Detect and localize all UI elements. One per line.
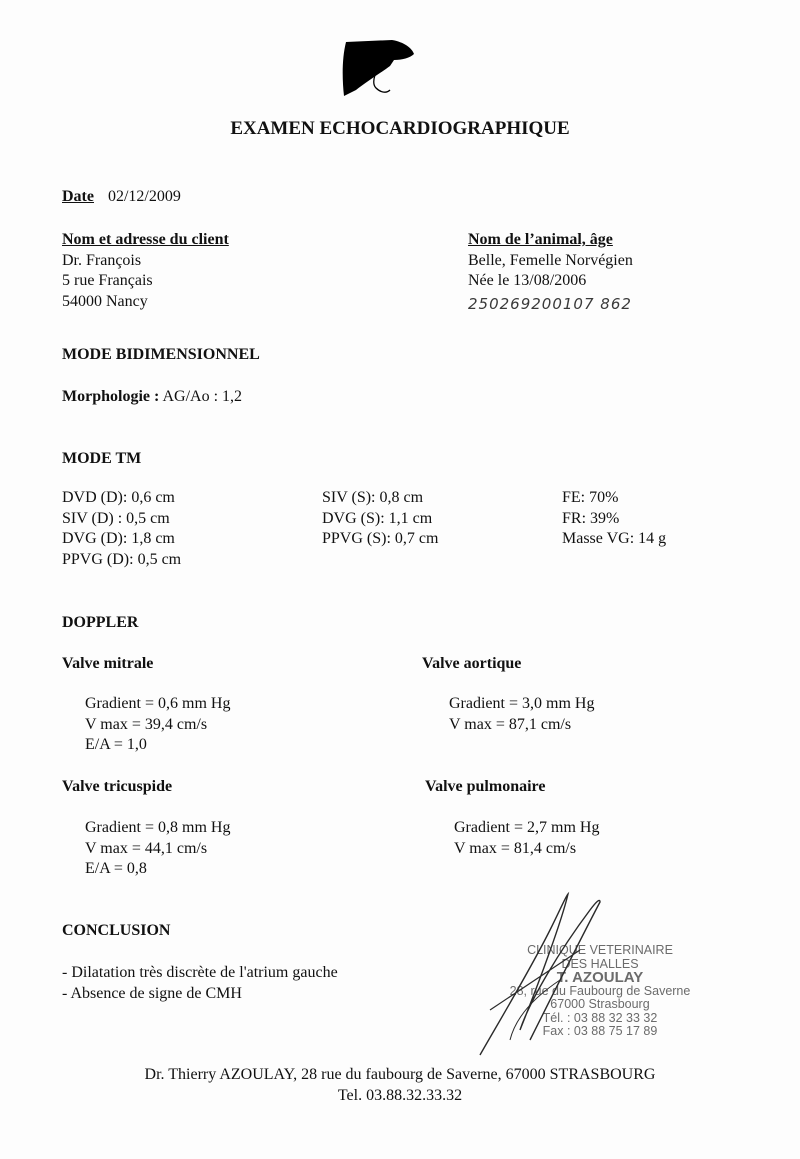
tm-fr: FR: 39% bbox=[562, 509, 620, 527]
client-name: Dr. François bbox=[62, 251, 142, 269]
aortique-vmax: V max = 87,1 cm/s bbox=[449, 715, 572, 733]
section-doppler: DOPPLER bbox=[62, 614, 139, 631]
morphologie-row bbox=[62, 388, 242, 406]
tm-siv-d: SIV (D) : 0,5 cm bbox=[62, 509, 170, 527]
client-block bbox=[62, 230, 229, 312]
tm-masse-vg: Masse VG: 14 g bbox=[562, 530, 667, 547]
dog-logo-icon bbox=[338, 38, 418, 100]
valve-tricuspide-values bbox=[85, 818, 230, 880]
client-city: 54000 Nancy bbox=[62, 292, 148, 310]
section-mode-bidimensionnel: MODE BIDIMENSIONNEL bbox=[62, 346, 260, 363]
stamp-line: T. AZOULAY bbox=[556, 969, 644, 986]
stamp-line: Fax : 03 88 75 17 89 bbox=[542, 1024, 658, 1038]
tm-fe: FE: 70% bbox=[562, 489, 619, 506]
valve-mitrale-heading: Valve mitrale bbox=[62, 655, 154, 672]
tricuspide-gradient: Gradient = 0,8 mm Hg bbox=[85, 819, 231, 836]
tm-ppvg-s: PPVG (S): 0,7 cm bbox=[322, 530, 439, 547]
mitrale-ea: E/A = 1,0 bbox=[85, 736, 147, 753]
valve-tricuspide-heading: Valve tricuspide bbox=[62, 778, 173, 795]
tricuspide-vmax: V max = 44,1 cm/s bbox=[85, 839, 208, 857]
mitrale-gradient: Gradient = 0,6 mm Hg bbox=[85, 695, 231, 712]
valve-pulmonaire-values bbox=[454, 818, 599, 859]
section-mode-tm: MODE TM bbox=[62, 450, 142, 467]
conclusion-item: - Absence de signe de CMH bbox=[62, 984, 242, 1002]
date-value: 02/12/2009 bbox=[107, 188, 181, 205]
date-row bbox=[62, 188, 181, 206]
client-street: 5 rue Français bbox=[62, 272, 153, 289]
valve-aortique-heading: Valve aortique bbox=[422, 655, 522, 672]
tm-col-1 bbox=[62, 488, 181, 570]
tm-dvd-d: DVD (D): 0,6 cm bbox=[62, 489, 175, 506]
stamp-line: 28, rue du Faubourg de Saverne bbox=[509, 983, 691, 998]
footer-address: Dr. Thierry AZOULAY, 28 rue du faubourg de Saverne, 67000 STRASBOURG bbox=[144, 1066, 656, 1083]
client-heading: Nom et adresse du client bbox=[62, 231, 229, 248]
tm-dvg-d: DVG (D): 1,8 cm bbox=[62, 530, 175, 547]
tm-siv-s: SIV (S): 0,8 cm bbox=[322, 489, 424, 506]
animal-heading: Nom de l’animal, âge bbox=[468, 231, 613, 248]
pulmonaire-vmax: V max = 81,4 cm/s bbox=[454, 839, 577, 857]
stamp-line: Tél. : 03 88 32 33 32 bbox=[542, 1010, 658, 1025]
valve-pulmonaire-heading: Valve pulmonaire bbox=[425, 778, 546, 795]
stamp-line: 67000 Strasbourg bbox=[550, 997, 650, 1011]
valve-mitrale-values bbox=[85, 694, 230, 756]
tm-col-2 bbox=[322, 488, 438, 550]
morphologie-value: AG/Ao : 1,2 bbox=[162, 388, 243, 405]
tm-ppvg-d: PPVG (D): 0,5 cm bbox=[62, 550, 182, 568]
animal-birth: Née le 13/08/2006 bbox=[468, 272, 587, 289]
valve-aortique-values bbox=[449, 694, 594, 735]
signature-icon bbox=[470, 890, 610, 1060]
date-label: Date bbox=[62, 188, 94, 205]
stamp-line: DES HALLES bbox=[561, 956, 639, 971]
mitrale-vmax: V max = 39,4 cm/s bbox=[85, 715, 208, 733]
pulmonaire-gradient: Gradient = 2,7 mm Hg bbox=[454, 819, 600, 836]
tm-dvg-s: DVG (S): 1,1 cm bbox=[322, 509, 433, 527]
conclusion-list bbox=[62, 963, 338, 1004]
animal-name: Belle, Femelle Norvégien bbox=[468, 251, 633, 269]
animal-handwritten-id: 250269200107 862 bbox=[468, 294, 632, 313]
tm-col-3 bbox=[562, 488, 666, 550]
section-conclusion: CONCLUSION bbox=[62, 922, 171, 939]
morphologie-label: Morphologie : bbox=[62, 388, 160, 405]
footer-phone: Tel. 03.88.32.33.32 bbox=[337, 1087, 463, 1104]
conclusion-item: - Dilatation très discrète de l'atrium gauche bbox=[62, 964, 338, 981]
document-title: EXAMEN ECHOCARDIOGRAPHIQUE bbox=[230, 118, 570, 139]
animal-block bbox=[468, 230, 633, 314]
stamp-line: CLINIQUE VETERINAIRE bbox=[527, 943, 673, 957]
aortique-gradient: Gradient = 3,0 mm Hg bbox=[449, 695, 595, 712]
tricuspide-ea: E/A = 0,8 bbox=[85, 860, 147, 877]
